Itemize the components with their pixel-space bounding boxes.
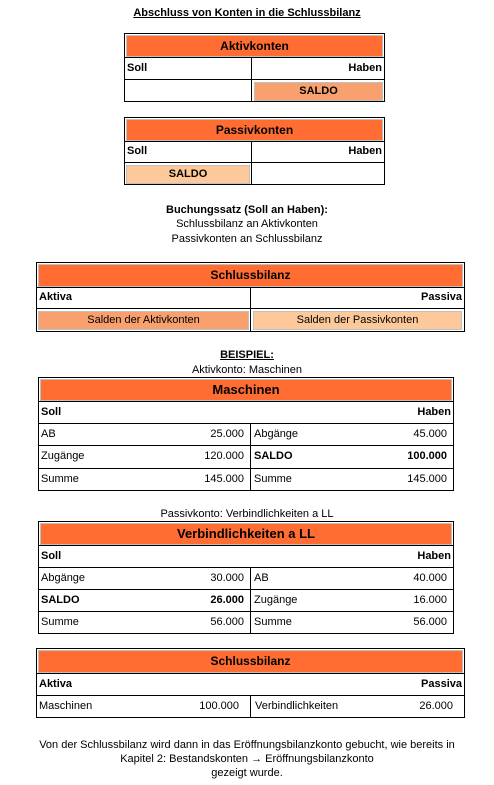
aktivkonten-account (124, 33, 385, 102)
passivkonten-title: Passivkonten (126, 119, 383, 141)
schlussbilanz-generic-aktiva: Aktiva (39, 291, 73, 303)
maschinen-row-3-right-label: Summe (254, 473, 292, 485)
maschinen-row-1-left-value: 25.000 (210, 428, 244, 440)
maschinen-row-3-left-value: 145.000 (204, 473, 244, 485)
verbindlichkeiten-row-2-left-value: 26.000 (210, 594, 244, 606)
maschinen-row-1-left-label: AB (41, 428, 56, 440)
footer-line-3: gezeigt wurde. (211, 767, 283, 779)
footer-line-1: Von der Schlussbilanz wird dann in das Eröffnungsbilanzkonto gebucht, wie bereits in (39, 739, 455, 751)
maschinen-row-1-right-value: 45.000 (413, 428, 447, 440)
verbindlichkeiten-haben-label: Haben (417, 550, 451, 562)
beispiel-subtitle: Aktivkonto: Maschinen (191, 364, 303, 376)
salden-aktivkonten: Salden der Aktivkonten (38, 311, 249, 330)
aktivkonten-haben-label: Haben (348, 62, 382, 74)
maschinen-title: Maschinen (40, 379, 452, 401)
verbindlichkeiten-row-2-right-label: Zugänge (254, 594, 298, 606)
aktivkonten-saldo: SALDO (254, 82, 383, 101)
passivkonten-saldo: SALDO (126, 165, 250, 184)
verbindlichkeiten-row-1-left-value: 30.000 (210, 572, 244, 584)
schlussbilanz-generic-passiva: Passiva (421, 291, 462, 303)
verbindlichkeiten-row-3-right-label: Summe (254, 616, 292, 628)
verbindlichkeiten-soll-label: Soll (41, 550, 62, 562)
schlussbilanz-example-passiva: Passiva (421, 678, 462, 690)
verbindlichkeiten-row-1-right-label: AB (254, 572, 269, 584)
schlussbilanz-generic (36, 262, 465, 332)
footer-line-2: Kapitel 2: Bestandskonten → Eröffnungsbilanzkonto (120, 753, 374, 765)
verbindlichkeiten-row-2-right-value: 16.000 (413, 594, 447, 606)
buchungssatz-line-2: Passivkonten an Schlussbilanz (171, 233, 323, 245)
schlussbilanz-example-aktiva: Aktiva (39, 678, 73, 690)
salden-passivkonten: Salden der Passivkonten (253, 311, 462, 330)
maschinen-row-1-right-label: Abgänge (254, 428, 299, 440)
passivkonten-soll-label: Soll (127, 145, 148, 157)
aktivkonten-title: Aktivkonten (126, 35, 383, 57)
buchungssatz-line-1: Schlussbilanz an Aktivkonten (176, 218, 318, 230)
maschinen-account (38, 377, 454, 491)
maschinen-haben-label: Haben (417, 406, 451, 418)
schlussbilanz-example-title: Schlussbilanz (38, 650, 463, 673)
maschinen-row-2-right-value: 100.000 (407, 450, 447, 462)
page-title: Abschluss von Konten in die Schlussbilanz (133, 7, 361, 19)
maschinen-row-3-left-label: Summe (41, 473, 79, 485)
maschinen-row-2-left-label: Zugänge (41, 450, 85, 462)
beispiel-title: BEISPIEL: (220, 349, 274, 361)
schlussbilanz-example-right-label: Verbindlichkeiten (255, 700, 339, 712)
schlussbilanz-example-left-value: 100.000 (199, 700, 239, 712)
maschinen-row-2-left-value: 120.000 (204, 450, 244, 462)
aktivkonten-soll-label: Soll (127, 62, 148, 74)
verbindlichkeiten-row-3-left-value: 56.000 (210, 616, 244, 628)
schlussbilanz-example-right-value: 26.000 (419, 700, 453, 712)
schlussbilanz-example-left-label: Maschinen (39, 700, 93, 712)
verbindlichkeiten-row-3-left-label: Summe (41, 616, 79, 628)
verbindlichkeiten-row-3-right-value: 56.000 (413, 616, 447, 628)
schlussbilanz-example (36, 648, 465, 718)
passivkonten-haben-label: Haben (348, 145, 382, 157)
verbindlichkeiten-row-1-left-label: Abgänge (41, 572, 86, 584)
buchungssatz-title: Buchungssatz (Soll an Haben): (166, 204, 328, 216)
maschinen-soll-label: Soll (41, 406, 62, 418)
schlussbilanz-generic-title: Schlussbilanz (38, 264, 463, 287)
maschinen-row-2-right-label: SALDO (254, 450, 293, 462)
verbindlichkeiten-row-1-right-value: 40.000 (413, 572, 447, 584)
verbindlichkeiten-account (38, 521, 454, 634)
maschinen-row-3-right-value: 145.000 (407, 473, 447, 485)
passivkonten-account (124, 117, 385, 185)
verbindlichkeiten-row-2-left-label: SALDO (41, 594, 80, 606)
verbindlichkeiten-title: Verbindlichkeiten a LL (40, 523, 452, 545)
passivkonto-label: Passivkonto: Verbindlichkeiten a LL (160, 508, 334, 520)
